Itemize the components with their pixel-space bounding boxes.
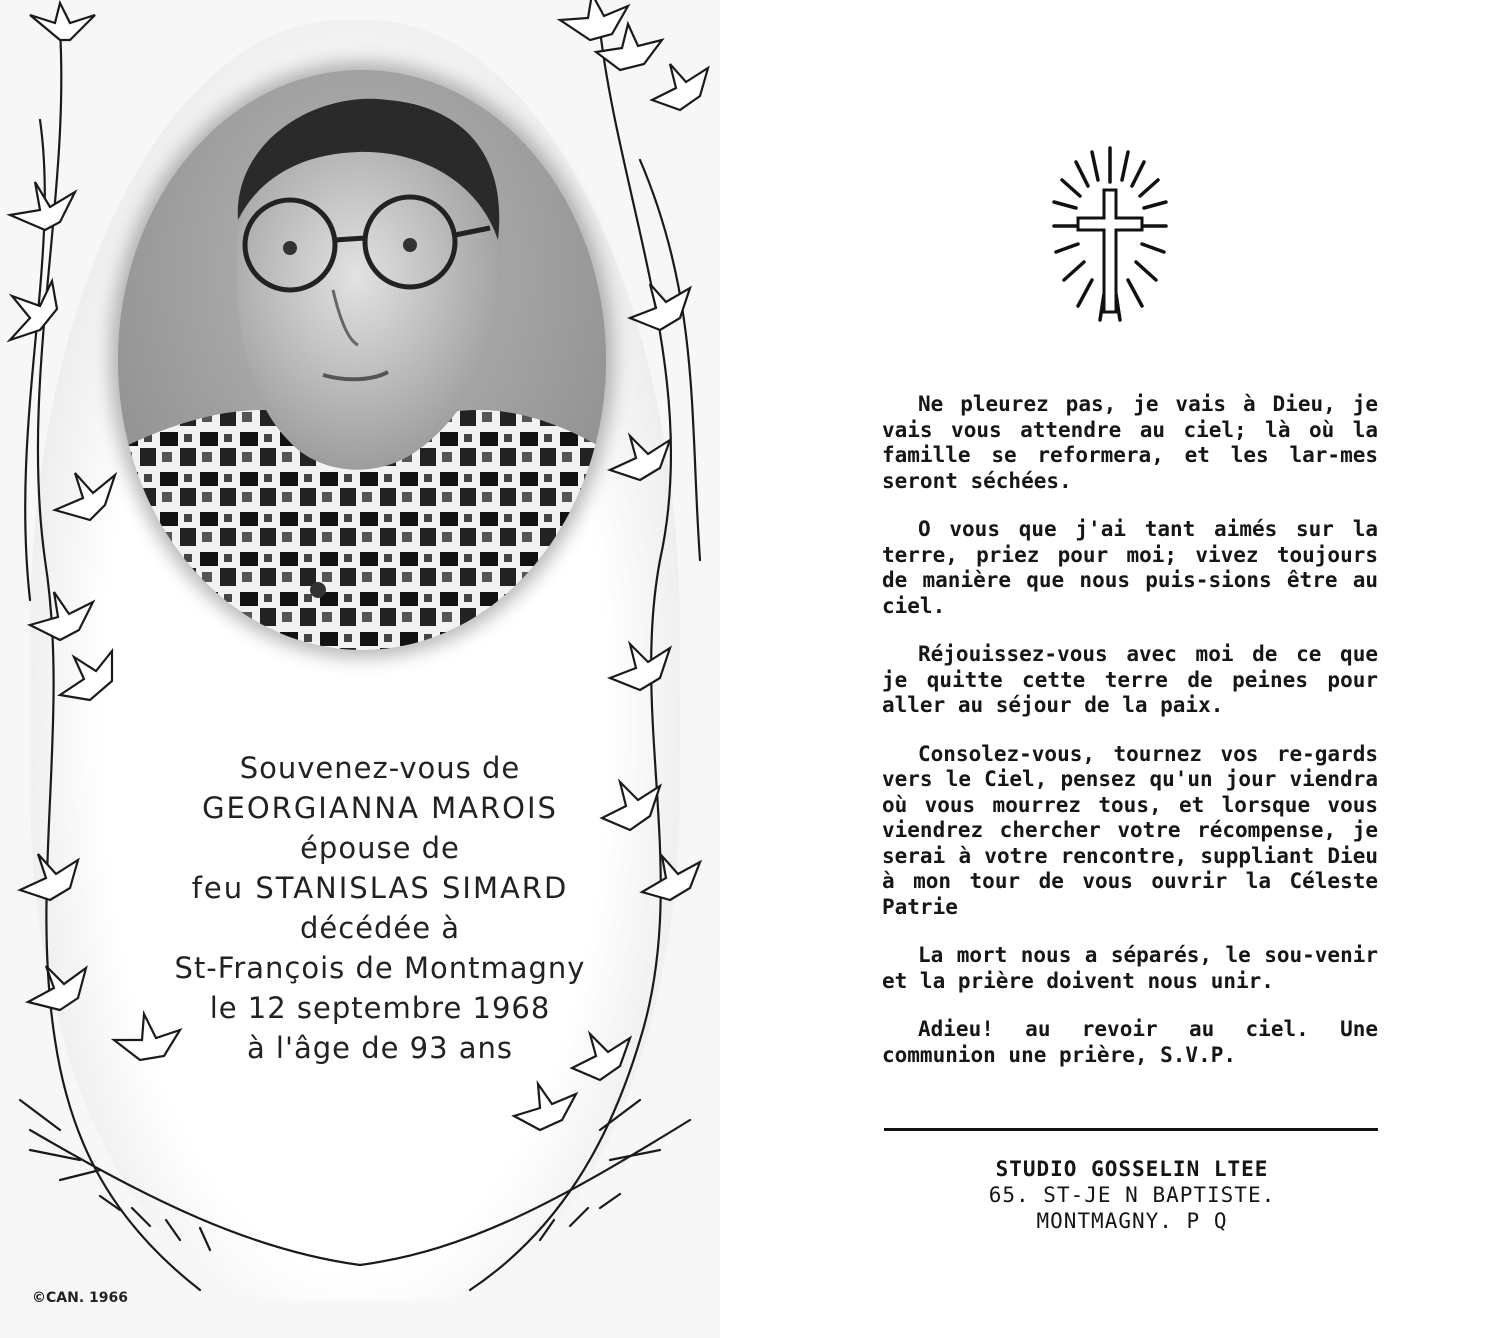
dedication-text <box>130 748 630 1068</box>
dedication-line-died-at: décédée à <box>299 911 461 945</box>
printer-name: STUDIO GOSSELIN LTEE <box>995 1157 1269 1181</box>
age-at-death: à l'âge de 93 ans <box>246 1031 514 1065</box>
prayer-paragraph: O vous que j'ai tant aimés sur la terre, priez pour moi; vivez toujours de manière que nous puis-sions être au ciel. <box>882 517 1378 618</box>
cross-icon <box>1040 130 1180 330</box>
prayer-paragraph: Ne pleurez pas, je vais à Dieu, je vais vous attendre au ciel; là où la famille se reformera, et les lar-mes seront séchées. <box>882 392 1378 493</box>
memorial-card-front <box>0 0 720 1338</box>
printer-address: 65. ST-JE N BAPTISTE. <box>988 1183 1276 1207</box>
dedication-line-wife-of: épouse de <box>300 831 460 865</box>
spouse-name: feu STANISLAS SIMARD <box>191 871 569 905</box>
divider-rule <box>884 1128 1378 1131</box>
memorial-card-back <box>740 0 1500 1338</box>
copyright-mark: ©CAN. 1966 <box>32 1290 128 1306</box>
prayer-paragraph: Consolez-vous, tournez vos re-gards vers le Ciel, pensez qu'un jour viendra où vous mourrez tous, et lorsque vous viendrez chercher votre récompense, je serai à votre rencontre, suppliant Dieu à mon tour de vous ouvrir la Céleste Patrie <box>882 741 1378 919</box>
portrait-image <box>118 70 606 650</box>
prayer-paragraph: Adieu! au revoir au ciel. Une communion une prière, S.V.P. <box>882 1017 1378 1067</box>
printer-imprint <box>886 1156 1378 1234</box>
printer-city: MONTMAGNY. P Q <box>1036 1209 1228 1233</box>
date-of-death: le 12 septembre 1968 <box>209 991 551 1025</box>
prayer-paragraph: Réjouissez-vous avec moi de ce que je quitte cette terre de peines pour aller au séjour de la paix. <box>882 642 1378 717</box>
dedication-line-remember: Souvenez-vous de <box>239 751 521 785</box>
prayer-paragraph: La mort nous a séparés, le sou-venir et la prière doivent nous unir. <box>882 943 1378 993</box>
prayer-text <box>882 392 1378 1091</box>
place-of-death: St-François de Montmagny <box>174 951 586 985</box>
deceased-name: GEORGIANNA MAROIS <box>202 791 558 825</box>
portrait-photo <box>118 70 606 650</box>
